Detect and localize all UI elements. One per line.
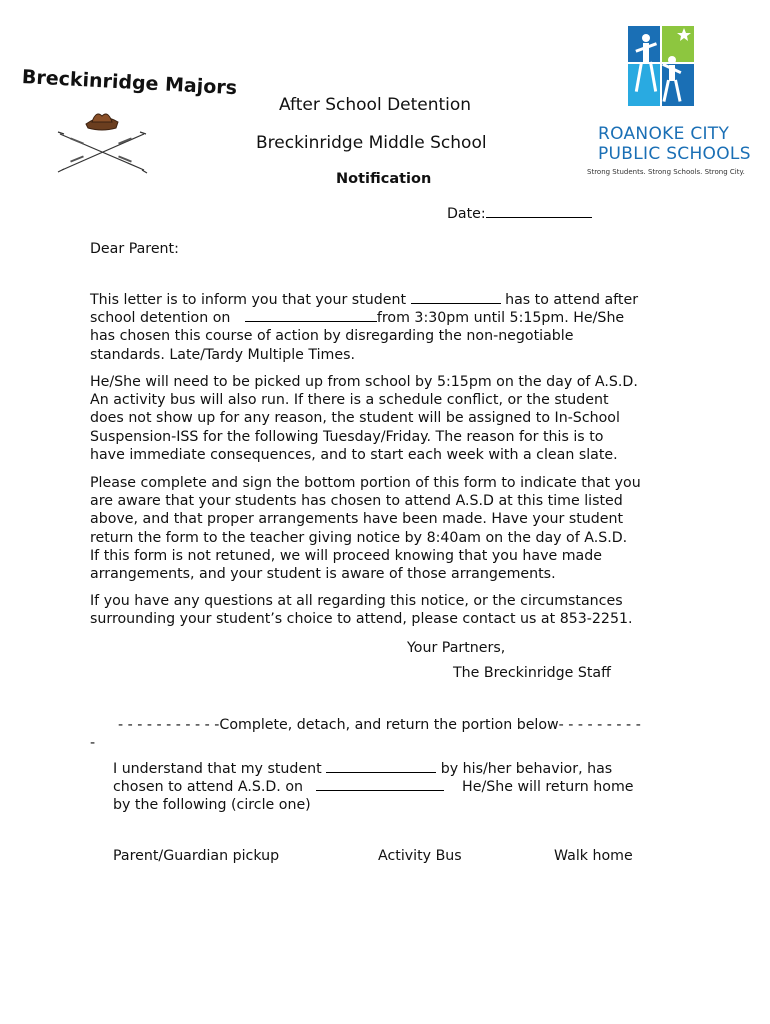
breckinridge-majors-logo-text: Breckinridge Majors	[21, 66, 238, 100]
response-paragraph	[113, 760, 683, 815]
p2-line: He/She will need to be picked up from school by 5:15pm on the day of A.S.D.	[90, 374, 638, 390]
p1-text-e: has chosen this course of action by disregarding the non-negotiable	[90, 328, 574, 345]
option-walk-home[interactable]: Walk home	[554, 848, 633, 864]
paragraph-3	[90, 474, 700, 583]
response-text-c: chosen to attend A.S.D. on	[113, 779, 304, 796]
response-text-e: by the following (circle one)	[113, 797, 311, 814]
p2-line: have immediate consequences, and to start each week with a clean slate.	[90, 446, 618, 463]
p3-line: If this form is not retuned, we will proceed knowing that you have made	[90, 547, 602, 564]
p2-line: Suspension-ISS for the following Tuesday/Friday. The reason for this is to	[90, 428, 604, 445]
roanoke-city-logo-figures-icon	[626, 24, 698, 108]
detach-line: - - - - - - - - - - -Complete, detach, and return the portion below- - - - - - - - -	[118, 717, 641, 733]
roanoke-city-tagline: Strong Students. Strong Schools. Strong City.	[587, 168, 745, 176]
p1-text-f: standards. Late/Tardy Multiple Times.	[90, 346, 356, 363]
salutation: Dear Parent:	[90, 241, 179, 257]
response-student-blank[interactable]	[326, 760, 436, 773]
detach-line-wrap: -	[90, 735, 96, 751]
student-name-blank[interactable]	[411, 291, 501, 304]
p3-line: are aware that your students has chosen to attend A.S.D at this time listed	[90, 493, 623, 510]
p2-line: does not show up for any reason, the student will be assigned to In-School	[90, 410, 620, 427]
notification-heading: Notification	[336, 171, 432, 187]
p3-line: Please complete and sign the bottom portion of this form to indicate that you	[90, 475, 641, 491]
paragraph-4	[90, 592, 700, 628]
p4-line: If you have any questions at all regarding this notice, or the circumstances	[90, 593, 623, 609]
option-activity-bus[interactable]: Activity Bus	[378, 848, 462, 864]
cowboy-hat-crossed-swords-icon	[52, 108, 152, 178]
date-label: Date:	[447, 206, 486, 222]
roanoke-city-logo-line1: ROANOKE CITY	[598, 124, 730, 144]
p1-text-c: school detention on	[90, 310, 231, 327]
response-text-a: I understand that my student	[113, 761, 322, 777]
date-field[interactable]	[447, 205, 592, 223]
response-text-b: by his/her behavior, has	[440, 761, 613, 777]
p4-line: surrounding your student’s choice to attend, please contact us at 853-2251.	[90, 611, 633, 628]
p3-line: arrangements, and your student is aware of those arrangements.	[90, 566, 556, 583]
p3-line: above, and that proper arrangements have been made. Have your student	[90, 511, 624, 528]
date-blank[interactable]	[486, 205, 592, 218]
roanoke-city-logo-line2: PUBLIC SCHOOLS	[598, 144, 751, 164]
document-title: After School Detention	[279, 95, 472, 115]
p1-text-b: has to attend after	[505, 292, 639, 308]
paragraph-1	[90, 291, 690, 364]
response-text-d: He/She will return home	[462, 779, 634, 796]
closing: Your Partners,	[407, 640, 506, 656]
response-date-blank[interactable]	[316, 778, 444, 791]
signature: The Breckinridge Staff	[453, 665, 611, 681]
p1-text-d: from 3:30pm until 5:15pm. He/She	[376, 310, 625, 327]
p2-line: An activity bus will also run. If there is a schedule conflict, or the student	[90, 392, 609, 409]
p1-text-a: This letter is to inform you that your student	[90, 292, 407, 308]
p3-line: return the form to the teacher giving notice by 8:40am on the day of A.S.D.	[90, 529, 628, 546]
school-name: Breckinridge Middle School	[256, 133, 487, 153]
detention-date-blank[interactable]	[245, 309, 377, 322]
paragraph-2	[90, 373, 700, 464]
option-parent-pickup[interactable]: Parent/Guardian pickup	[113, 848, 280, 864]
